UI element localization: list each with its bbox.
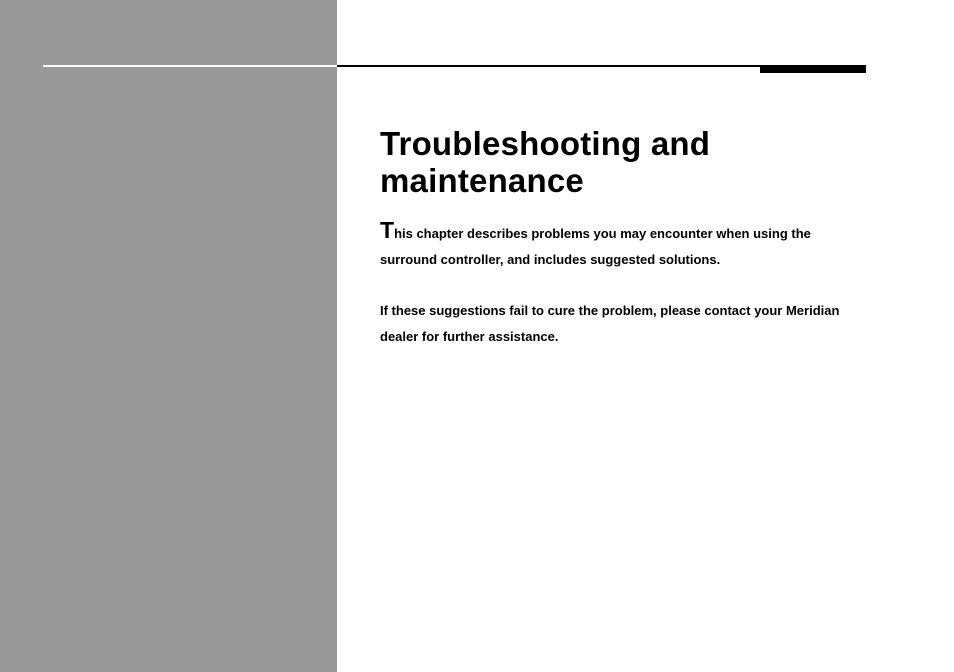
drop-cap: T (380, 217, 395, 243)
chapter-content (380, 125, 870, 350)
intro-paragraph (380, 217, 870, 273)
chapter-title: Troubleshooting and maintenance (380, 125, 711, 199)
header-rule-left (43, 65, 337, 67)
intro-text: his chapter describes problems you may encounter when using the surround controller, and includes suggested solutions. (380, 226, 811, 267)
side-panel (0, 0, 337, 672)
contact-paragraph: If these suggestions fail to cure the problem, please contact your Meridian dealer for further assistance. (380, 303, 840, 344)
chapter-tab-marker (760, 66, 866, 73)
